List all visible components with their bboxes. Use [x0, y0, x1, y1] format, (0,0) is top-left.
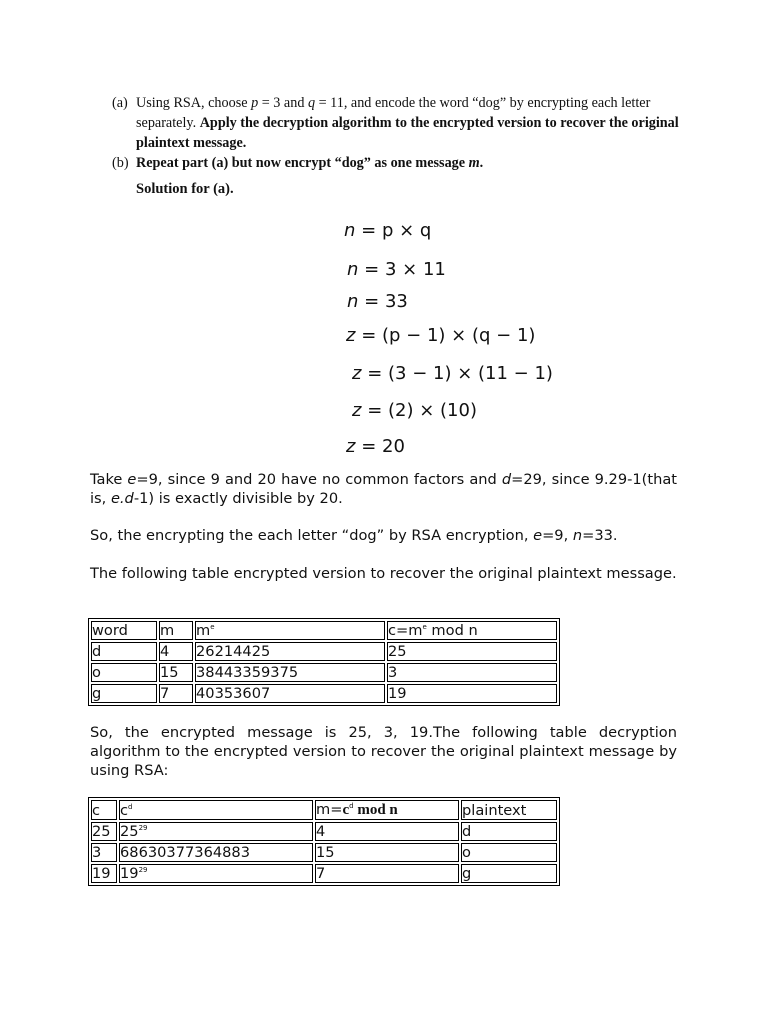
equation-z-values: z = (3 − 1) × (11 − 1): [352, 363, 553, 384]
cell-me: 38443359375: [195, 663, 385, 682]
part-a-label: (a): [112, 95, 128, 111]
equation-n-values: n = 3 × 11: [347, 259, 446, 280]
paragraph-table-intro: The following table encrypted version to recover the original plaintext message.: [90, 565, 677, 582]
equation-n-result: n = 33: [347, 291, 408, 312]
cell-m: 7: [315, 864, 459, 883]
cell-plaintext: d: [461, 822, 557, 841]
table-row: [91, 843, 557, 862]
cell-me: 40353607: [195, 684, 385, 703]
cell-me: 26214425: [195, 642, 385, 661]
var-q: q: [307, 95, 316, 111]
var-p: p: [251, 95, 259, 111]
equation-z-result: z = 20: [346, 436, 405, 457]
header-me: $m^e$: [195, 621, 385, 640]
table-row: [91, 684, 557, 703]
problem-part-a: [112, 93, 682, 153]
equation-z-def: z = (p − 1) × (q − 1): [346, 325, 536, 346]
equation-n-def: n = p × q: [344, 220, 432, 241]
part-a-bold-text: Apply the decryption algorithm to the encrypted version to recover the original plaintext message.: [136, 115, 679, 151]
table-row: [91, 642, 557, 661]
equation-z-simplified: z = (2) × (10): [352, 400, 477, 421]
encryption-table: [88, 618, 560, 706]
cell-c: 3: [387, 663, 557, 682]
header-m: m: [159, 621, 193, 640]
table-row: [91, 864, 557, 883]
problem-part-b: [112, 153, 682, 173]
cell-cd: 68630377364883: [119, 843, 313, 862]
header-word: word: [91, 621, 157, 640]
table-row: [91, 822, 557, 841]
part-a-text: Using RSA, choose: [136, 95, 252, 111]
part-a-p-value: = 3 and: [258, 95, 308, 111]
cell-word: o: [91, 663, 157, 682]
part-a-q-value: = 11, and encode the word “dog” by encrypting each letter separately.: [136, 95, 651, 131]
header-plaintext: plaintext: [461, 800, 557, 820]
cell-c: 25: [91, 822, 117, 841]
paragraph-encrypt-intro: So, the encrypting the each letter “dog” by RSA encryption, e=9, n=33.: [90, 527, 618, 544]
table-header-row: [91, 621, 557, 640]
cell-plaintext: o: [461, 843, 557, 862]
header-m-mod: $m=c^d$ mod n: [315, 800, 459, 820]
header-c: c: [91, 800, 117, 820]
cell-cd: $25^{29}$: [119, 822, 313, 841]
part-b-end: .: [479, 155, 484, 171]
cell-m: 7: [159, 684, 193, 703]
cell-c: 19: [387, 684, 557, 703]
problem-statement: [112, 93, 682, 173]
cell-m: 15: [315, 843, 459, 862]
header-cd: $c^d$: [119, 800, 313, 820]
solution-heading: Solution for (a).: [136, 181, 234, 197]
table-header-row: [91, 800, 557, 820]
cell-m: 4: [315, 822, 459, 841]
header-c: $c=m^e$ mod n: [387, 621, 557, 640]
paragraph-keys: Take e=9, since 9 and 20 have no common factors and d=29, since 9.29-1(that is, e.d-1) is exactly divisible by 20.: [90, 471, 677, 507]
table-row: [91, 663, 557, 682]
paragraph-decrypt-intro: So, the encrypted message is 25, 3, 19.The following table decryption algorithm to the encrypted version to recover the original plaintext message by using RSA:: [90, 724, 677, 779]
cell-c: 19: [91, 864, 117, 883]
cell-c: 25: [387, 642, 557, 661]
cell-c: 3: [91, 843, 117, 862]
part-b-bold-text: Repeat part (a) but now encrypt “dog” as one message: [136, 155, 469, 171]
cell-word: g: [91, 684, 157, 703]
part-b-label: (b): [112, 155, 129, 171]
cell-cd: $19^{29}$: [119, 864, 313, 883]
cell-m: 4: [159, 642, 193, 661]
cell-word: d: [91, 642, 157, 661]
cell-plaintext: g: [461, 864, 557, 883]
cell-m: 15: [159, 663, 193, 682]
decryption-table: [88, 797, 560, 886]
var-m: m: [468, 155, 480, 171]
